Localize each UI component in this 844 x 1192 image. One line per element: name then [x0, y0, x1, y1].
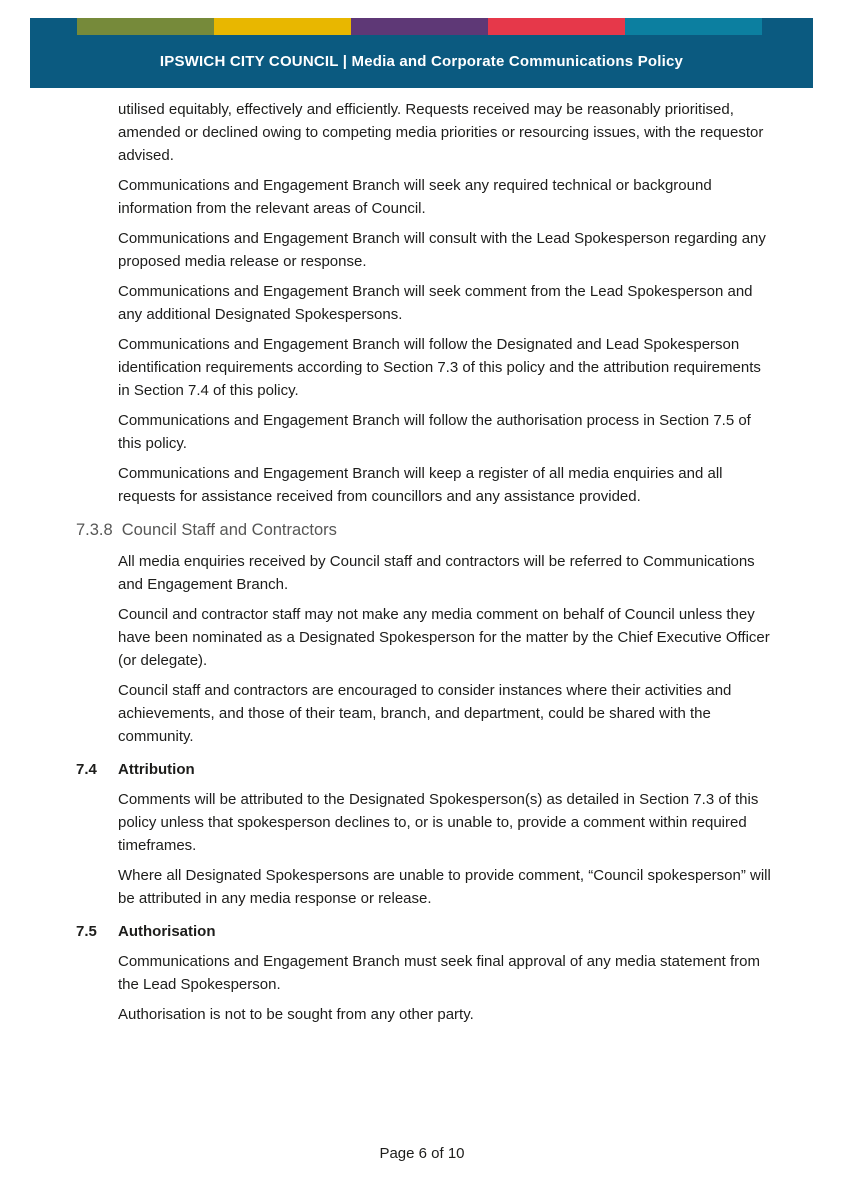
section-heading-7-3-8 [76, 517, 776, 543]
stripe-teal [625, 18, 762, 35]
paragraph: All media enquiries received by Council staff and contractors will be referred to Communications and Engagement Branch. [118, 553, 755, 593]
header-title: IPSWICH CITY COUNCIL | Media and Corporate Communications Policy [159, 53, 684, 70]
paragraph: Communications and Engagement Branch will follow the authorisation process in Section 7.5 of this policy. [118, 412, 751, 452]
stripe-gold [214, 18, 351, 35]
page-header [30, 18, 813, 88]
section-title: Attribution [118, 761, 195, 778]
paragraph: Authorisation is not to be sought from any other party. [118, 1006, 474, 1023]
section-heading-7-4 [76, 758, 776, 781]
section-title: Authorisation [118, 923, 216, 940]
paragraph: Where all Designated Spokespersons are unable to provide comment, “Council spokesperson” will be attributed in any media response or release. [118, 867, 771, 907]
paragraph: Comments will be attributed to the Designated Spokesperson(s) as detailed in Section 7.3 of this policy unless that spokesperson declines to, or is unable to, provide a comment within required timeframes. [118, 791, 759, 854]
stripe-red [488, 18, 625, 35]
page-number: Page 6 of 10 [379, 1145, 465, 1162]
paragraph: Communications and Engagement Branch will keep a register of all media enquiries and all requests for assistance received from councillors and any assistance provided. [118, 465, 723, 505]
paragraph: Council and contractor staff may not make any media comment on behalf of Council unless they have been nominated as a Designated Spokesperson for the matter by the Chief Executive Officer (or delegate). [118, 606, 770, 669]
paragraph: Communications and Engagement Branch will seek comment from the Lead Spokesperson and any additional Designated Spokespersons. [118, 283, 753, 323]
paragraph: Communications and Engagement Branch will follow the Designated and Lead Spokesperson identification requirements according to Section 7.3 of this policy and the attribution requirements in Section 7.4 of this policy. [118, 336, 761, 399]
section-number: 7.3.8 [76, 521, 113, 539]
paragraph: Council staff and contractors are encouraged to consider instances where their activities and achievements, and those of their team, branch, and department, could be shared with the community. [118, 682, 732, 745]
section-heading-7-5 [76, 920, 776, 943]
brand-stripes [77, 18, 813, 35]
paragraph: Communications and Engagement Branch will seek any required technical or background information from the relevant areas of Council. [118, 177, 712, 217]
paragraph: utilised equitably, effectively and efficiently. Requests received may be reasonably prioritised, amended or declined owing to competing media priorities or resourcing issues, with the requestor advised. [118, 101, 764, 164]
stripe-purple [351, 18, 488, 35]
stripe-green [77, 18, 214, 35]
page-footer [0, 1142, 844, 1165]
document-body [76, 98, 776, 1033]
paragraph: Communications and Engagement Branch will consult with the Lead Spokesperson regarding any proposed media release or response. [118, 230, 766, 270]
section-title: Council Staff and Contractors [121, 521, 337, 539]
paragraph: Communications and Engagement Branch must seek final approval of any media statement from the Lead Spokesperson. [118, 953, 760, 993]
section-number: 7.4 [76, 761, 97, 778]
section-number: 7.5 [76, 923, 97, 940]
